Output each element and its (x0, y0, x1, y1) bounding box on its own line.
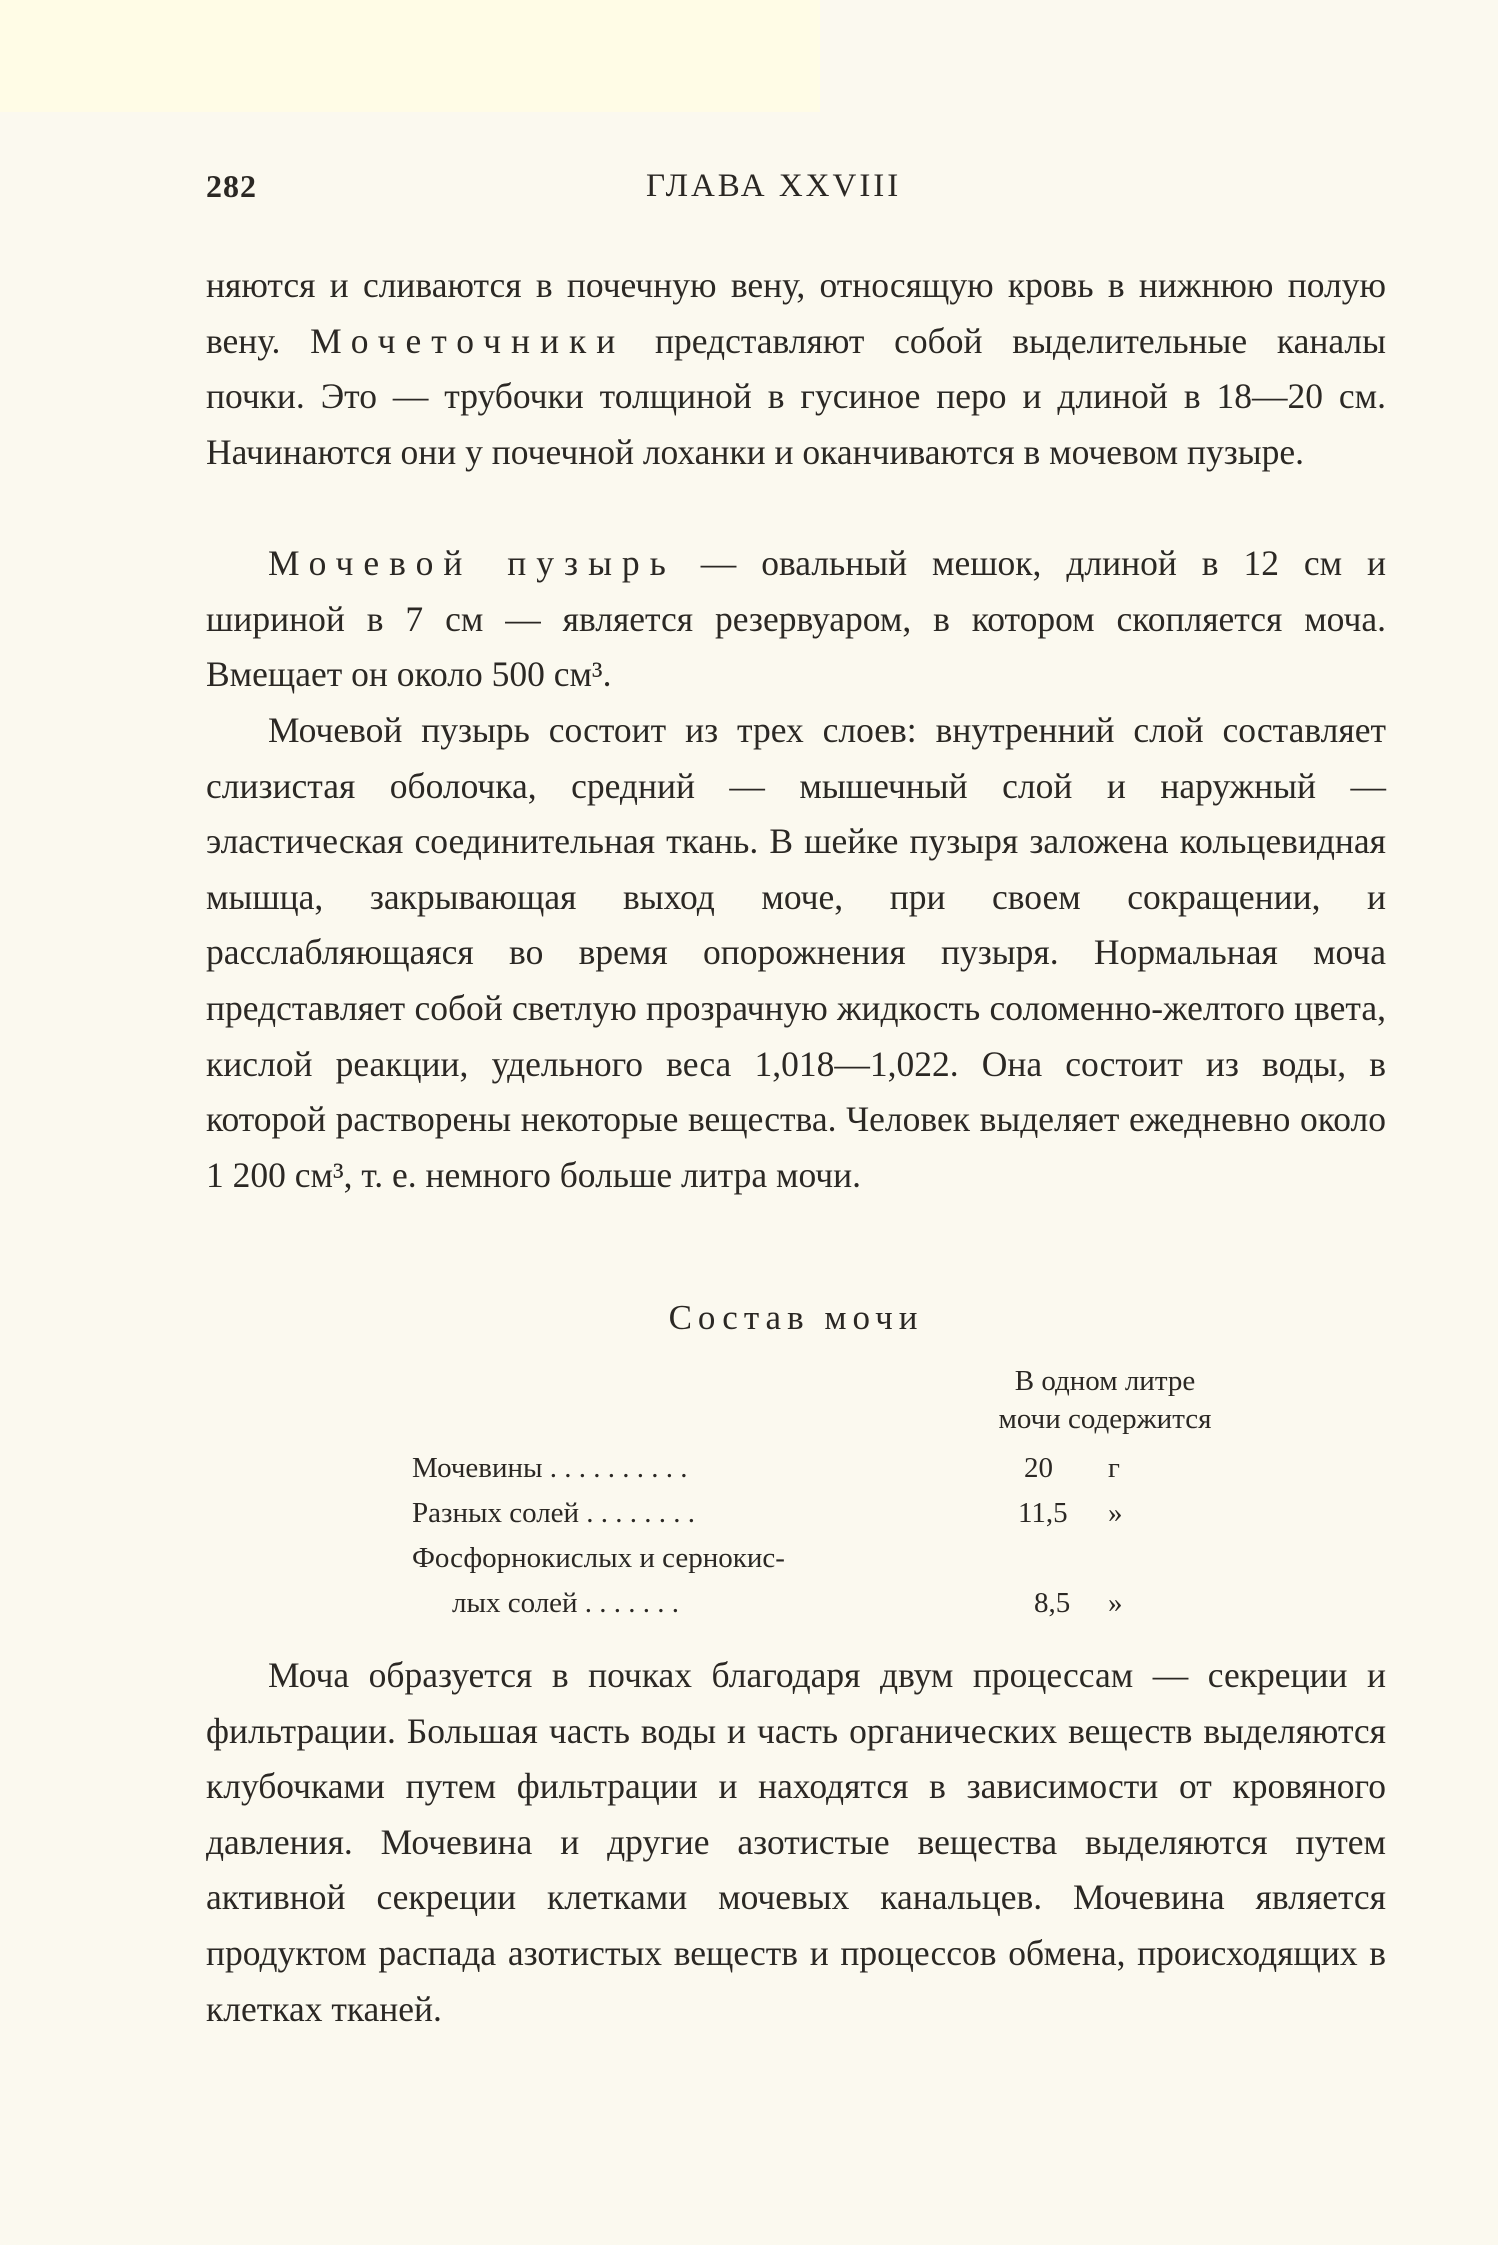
table-row-value: 11,5 (1018, 1497, 1068, 1529)
paragraph-text: няются и сливаются в почечную вену, относящую кровь в нижнюю полую вену. (206, 265, 1386, 361)
paragraph-text: — овальный мешок, длиной в 12 см и шириной в 7 см — является резервуаром, в котором скопляется моча. Вмещает он около 500 см³. (206, 543, 1386, 695)
page-number: 282 (206, 168, 257, 204)
table-title: Состав мочи (668, 1298, 924, 1337)
table-row-value: 20 (1024, 1452, 1053, 1484)
paragraph-urine-formation: Моча образуется в почках благодаря двум процессам — секреции и фильтрации. Большая часть воды и часть органических веществ выделяются клубочками путем фильтрации и находятся в зависимости от кровяного давления. Мочевина и другие азотистые вещества выделяются путем активной секреции клетками мочевых канальцев. Мочевина является продуктом распада азотистых веществ и процессов обмена, происходящих в клетках тканей. (206, 1655, 1386, 2029)
paragraph-ureters (206, 258, 1386, 480)
page-header (206, 168, 1386, 212)
paragraph-text: представляют собой выделительные каналы почки. Это — трубочки толщиной в гусиное перо и длиной в 18—20 см. Начинаются они у почечной лоханки и оканчиваются в мочевом пузыре. (206, 320, 1386, 472)
term-bladder: Мочевой пузырь (268, 543, 676, 583)
page-margin-tint (0, 0, 820, 112)
table-row-label: Мочевины . . . . . . . . . . (412, 1452, 688, 1484)
column-header-line: мочи содержится (998, 1403, 1212, 1435)
paragraph-bladder (206, 536, 1386, 703)
table-row-label: Фосфорнокислых и сернокис- (412, 1542, 785, 1574)
running-title: ГЛАВА XXVIII (646, 168, 902, 204)
table-row-label: Разных солей . . . . . . . . (412, 1497, 696, 1529)
table-row-unit: » (1108, 1587, 1123, 1619)
column-header-line: В одном литре (1014, 1365, 1196, 1397)
term-ureters: Мочеточники (310, 320, 626, 361)
table-column-header (940, 1362, 1270, 1438)
table-row-value: 8,5 (1034, 1587, 1071, 1619)
table-row-label: лых солей . . . . . . . (452, 1587, 680, 1619)
table-row-unit: » (1108, 1497, 1123, 1529)
paragraph-bladder-layers: Мочевой пузырь состоит из трех слоев: внутренний слой составляет слизистая оболочка, средний — мышечный слой и наружный — эластическая соединительная ткань. В шейке пузыря заложена кольцевидная мышца, закрывающая выход моче, при своем сокращении, и расслабляющаяся во время опорожнения пузыря. Нормальная моча представляет собой светлую прозрачную жидкость соломенно-желтого цвета, кислой реакции, удельного веса 1,018—1,022. Она состоит из воды, в которой растворены некоторые вещества. Человек выделяет ежедневно около 1 200 см³, т. е. немного больше литра мочи. (206, 710, 1386, 1195)
table-row-unit: г (1108, 1452, 1120, 1484)
